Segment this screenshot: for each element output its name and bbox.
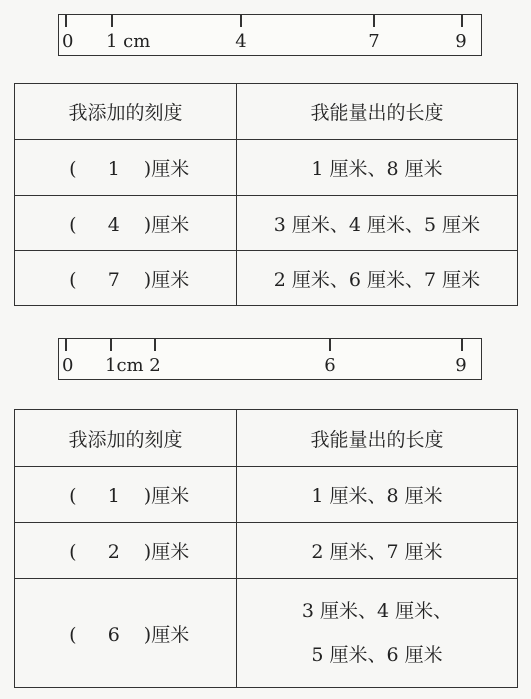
mark-value: 4	[107, 213, 120, 236]
ruler-label-7: 7	[368, 31, 380, 52]
ruler-tick	[461, 15, 463, 27]
mark-value: 7	[107, 268, 120, 291]
table-row	[15, 196, 518, 251]
ruler-label-4: 4	[235, 31, 247, 52]
ruler-label-6: 6	[324, 355, 336, 376]
lengths-cell: 1 厘米、8 厘米	[237, 140, 518, 196]
added-mark-cell	[15, 467, 237, 523]
added-mark-cell	[15, 251, 237, 306]
ruler-tick	[65, 339, 67, 351]
ruler-1	[58, 14, 482, 56]
added-mark-cell	[15, 579, 237, 688]
mark-value: 1	[107, 158, 120, 180]
table-row	[15, 467, 518, 523]
ruler-tick	[110, 339, 112, 351]
ruler-tick	[329, 339, 331, 351]
open-paren: (	[69, 485, 77, 507]
ruler-2	[58, 338, 482, 380]
ruler-label-2: 2	[149, 355, 161, 376]
table-row	[15, 523, 518, 579]
open-paren: (	[69, 268, 77, 291]
lengths-cell: 3 厘米、4 厘米、5 厘米	[237, 196, 518, 251]
mark-unit: )厘米	[143, 213, 190, 236]
lengths-cell: 2 厘米、6 厘米、7 厘米	[237, 251, 518, 306]
table-row	[15, 140, 518, 196]
table-row	[15, 579, 518, 688]
lengths-line-2: 5 厘米、6 厘米	[311, 644, 443, 666]
mark-value: 1	[107, 485, 120, 507]
ruler-tick	[461, 339, 463, 351]
table-row	[15, 251, 518, 306]
header-measurable-lengths: 我能量出的长度	[237, 410, 518, 467]
lengths-line-1: 3 厘米、4 厘米、	[301, 600, 453, 622]
mark-unit: )厘米	[143, 268, 190, 291]
header-measurable-lengths: 我能量出的长度	[237, 84, 518, 140]
ruler-tick	[111, 15, 113, 27]
mark-unit: )厘米	[143, 541, 190, 563]
table-header-row	[15, 84, 518, 140]
ruler-tick	[65, 15, 67, 27]
mark-table-1	[14, 83, 518, 306]
mark-unit: )厘米	[143, 485, 190, 507]
header-added-mark: 我添加的刻度	[15, 84, 237, 140]
header-added-mark: 我添加的刻度	[15, 410, 237, 467]
ruler-tick	[154, 339, 156, 351]
added-mark-cell	[15, 196, 237, 251]
mark-table-2	[14, 409, 518, 688]
ruler-label-0: 0	[62, 31, 74, 52]
mark-value: 6	[107, 623, 120, 646]
mark-unit: )厘米	[143, 623, 190, 646]
open-paren: (	[69, 541, 77, 563]
lengths-cell: 1 厘米、8 厘米	[237, 467, 518, 523]
mark-value: 2	[107, 541, 120, 563]
added-mark-cell	[15, 523, 237, 579]
open-paren: (	[69, 158, 77, 180]
lengths-cell	[237, 579, 518, 688]
ruler-label-1cm: 1cm	[105, 355, 144, 376]
ruler-label-9: 9	[455, 31, 467, 52]
mark-unit: )厘米	[143, 158, 190, 180]
open-paren: (	[69, 623, 77, 646]
ruler-label-0: 0	[62, 355, 74, 376]
lengths-cell: 2 厘米、7 厘米	[237, 523, 518, 579]
ruler-tick	[373, 15, 375, 27]
added-mark-cell	[15, 140, 237, 196]
ruler-tick	[240, 15, 242, 27]
ruler-label-1cm: 1 cm	[106, 31, 151, 52]
ruler-label-9: 9	[455, 355, 467, 376]
open-paren: (	[69, 213, 77, 236]
table-header-row	[15, 410, 518, 467]
